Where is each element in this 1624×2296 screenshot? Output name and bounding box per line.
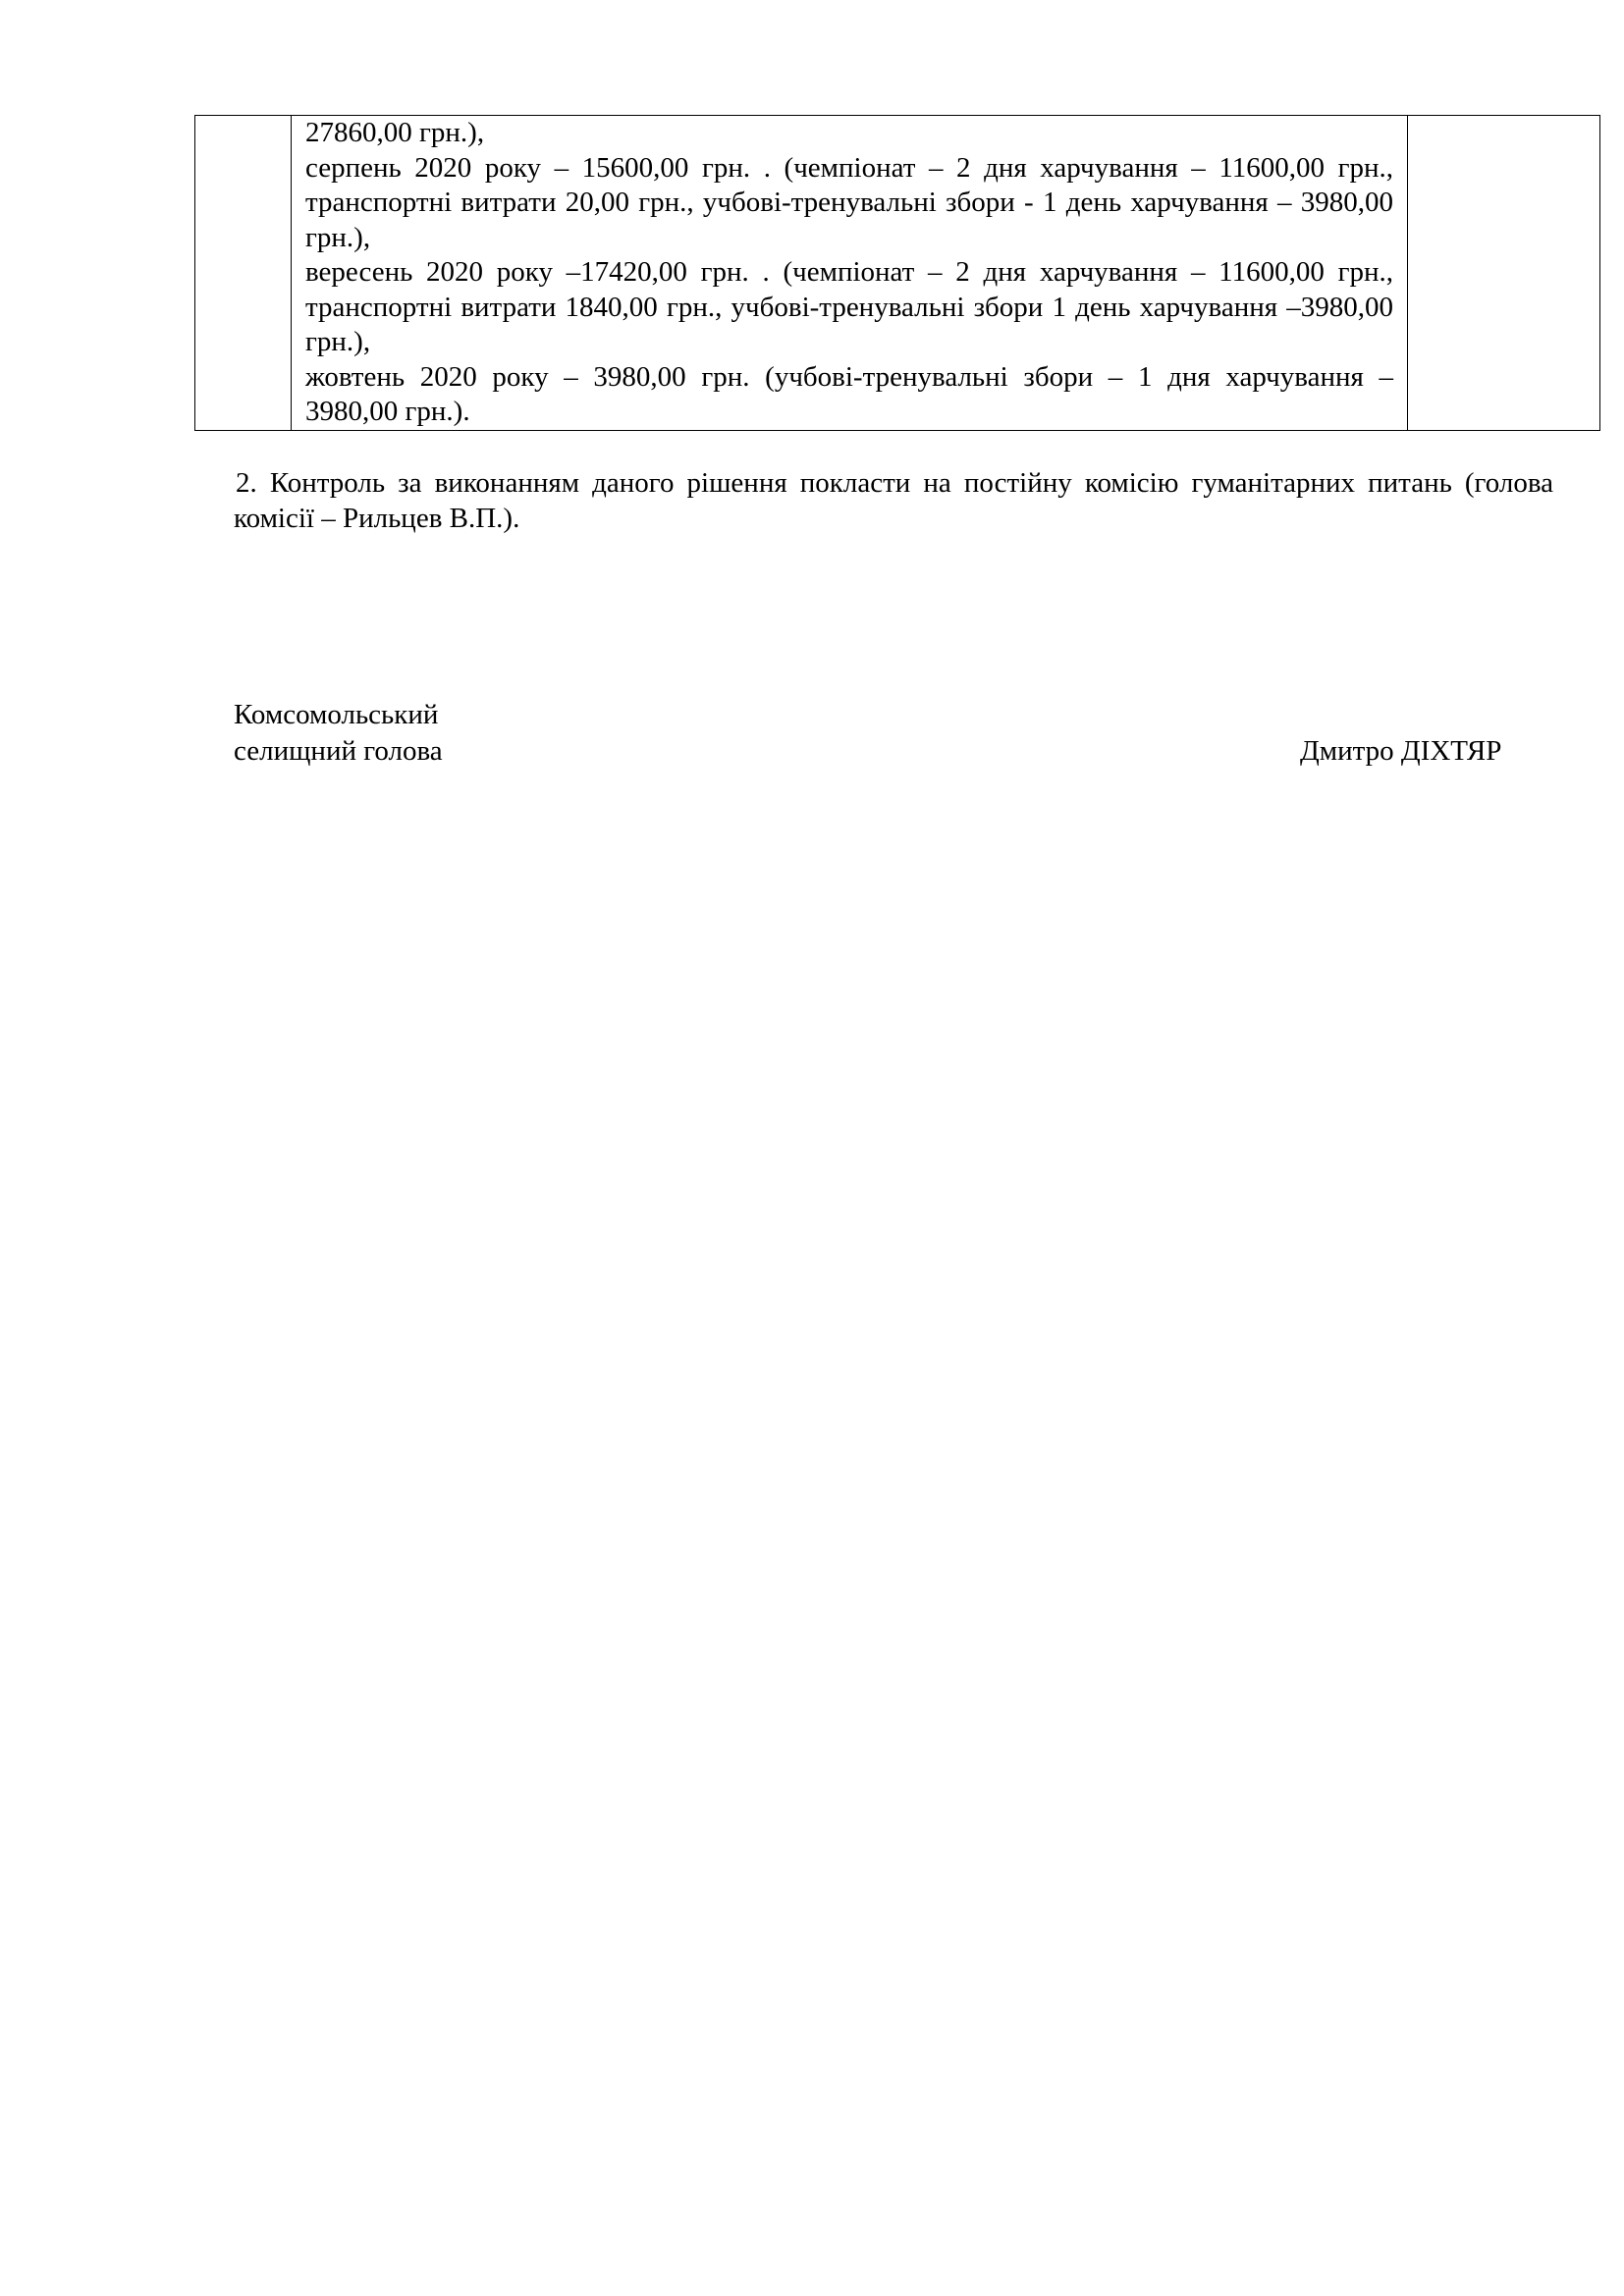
row-text-cell xyxy=(292,116,1408,431)
row-note-cell xyxy=(1408,116,1600,431)
signature-title xyxy=(234,697,443,770)
clause-2-paragraph: 2. Контроль за виконанням даного рішення покласти на постійну комісію гуманітарних питань (голова комісії – Рильцев В.П.). xyxy=(234,467,1553,534)
table-text-block: серпень 2020 року – 15600,00 грн. . (чемпіонат – 2 дня харчування – 11600,00 грн., транспортні витрати 20,00 грн., учбові-тренувальні збори - 1 день харчування – 3980,00 грн.), xyxy=(305,151,1393,253)
funding-table xyxy=(194,115,1600,431)
signature-name: Дмитро ДІХТЯР xyxy=(1300,735,1502,767)
row-number-cell xyxy=(195,116,292,431)
table-row xyxy=(195,116,1600,431)
signature-title-line: Комсомольський xyxy=(234,699,439,730)
table-text-block: вересень 2020 року –17420,00 грн. . (чемпіонат – 2 дня харчування – 11600,00 грн., транспортні витрати 1840,00 грн., учбові-тренувальні збори 1 день харчування –3980,00 грн.), xyxy=(305,256,1393,357)
signature-title-line: селищний голова xyxy=(234,735,443,767)
table-text-block: 27860,00 грн.), xyxy=(305,117,485,148)
table-text-block: жовтень 2020 року – 3980,00 грн. (учбові-тренувальні збори – 1 дня харчування – 3980,00 грн.). xyxy=(305,360,1393,427)
